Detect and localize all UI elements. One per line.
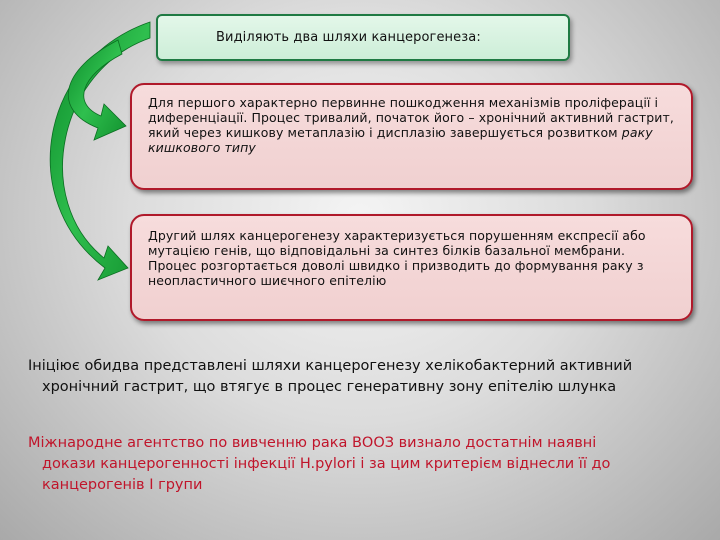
short-curved-arrow (68, 40, 126, 140)
second-path-text: Другий шлях канцерогенезу характеризується порушенням експресії або мутацією генів, що відповідальні за синтез білків базальної мембрани. Процес розгортається доволі швидко і призводить до формування раку з неопластичного шиєчного епітелію (148, 228, 646, 288)
initiation-line-2: хронічний гастрит, що втягує в процес генеративну зону епітелію шлунка (42, 379, 617, 395)
iarc-paragraph (28, 433, 700, 496)
header-box (156, 14, 570, 61)
iarc-line-1: Міжнародне агентство по вивченню рака ВООЗ визнало достатнім наявні (28, 435, 597, 451)
second-path-box (130, 214, 693, 321)
iarc-line-3: канцерогенів І групи (42, 477, 203, 493)
iarc-line-2: докази канцерогенності інфекції H.pylori і за цим критерієм віднесли її до (42, 456, 611, 472)
initiation-line-1: Ініціює обидва представлені шляхи канцерогенезу хелікобактерний активний (28, 358, 633, 374)
first-path-italic-text: раку кишкового типу (148, 125, 653, 155)
initiation-paragraph (28, 356, 700, 398)
first-path-box (130, 83, 693, 190)
first-path-text: Для першого характерно первинне пошкодження механізмів проліферації і диференціації. Процес тривалий, початок його – хронічний активний гастрит, який через кишкову метаплазію і дисплазію завершується розвитком (148, 95, 674, 140)
header-title: Виділяють два шляхи канцерогенеза: (216, 30, 481, 45)
